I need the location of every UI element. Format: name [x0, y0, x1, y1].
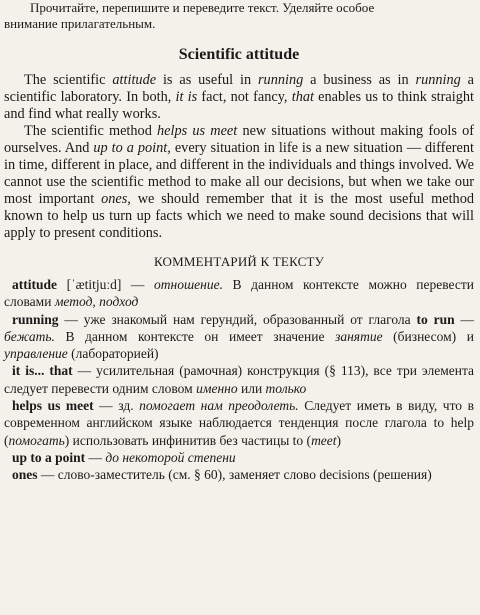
text-run: The scientific [24, 72, 113, 88]
italic-term: attitude [112, 72, 157, 88]
comment-running [4, 311, 474, 363]
italic-term: running [415, 72, 461, 88]
instruction-line-1: Прочитайте, перепишите и переведите текст. Уделяйте особое [30, 0, 375, 15]
italic-term: up to a point, [93, 140, 171, 156]
text-run: В данном контексте можно перевести словами [4, 277, 475, 310]
text-paragraph-2 [4, 123, 474, 242]
italic-term: управление [4, 346, 68, 362]
text-run: fact, not fancy, [197, 89, 292, 105]
text-run: Следует иметь в виду, что в современном английском языке наблюдается тенденция после глагола to help ( [4, 398, 474, 448]
italic-term: до некоторой степени [105, 449, 236, 465]
italic-term: помогать [8, 432, 65, 448]
bold-term: attitude [12, 277, 57, 292]
bold-term: up to a point [12, 449, 86, 465]
text-run: a business as in [303, 72, 416, 88]
text-run: a scientific laboratory. In both, [4, 72, 475, 105]
text-run: is as useful in [156, 72, 258, 88]
instruction [4, 0, 474, 32]
text-run: ) использовать инфинитив без частицы to ( [64, 432, 312, 448]
text-run: (бизнесом) и [382, 328, 474, 344]
italic-term: метод, подход [54, 294, 139, 310]
text-run: — усилительная (рамочная) конструкция (§ 113), все три элемента следует перевести одним словом [4, 363, 475, 396]
italic-term: занятие [335, 328, 383, 344]
text-run: В данном контексте он имеет значение [54, 328, 336, 344]
comment-up-to-a-point [4, 449, 474, 466]
text-run: enables us to think straight and find what really works. [4, 89, 474, 122]
text-run: [ˈætitjuːd] — [57, 277, 154, 292]
instruction-line-2: внимание прилагательным. [4, 16, 156, 31]
bold-term: helps us meet [12, 398, 94, 414]
text-run: или [237, 380, 266, 396]
comment-it-is-that [4, 362, 474, 397]
text-title: Scientific attitude [178, 46, 300, 63]
text-run: — уже знакомый нам герундий, образованный от глагола [58, 311, 417, 327]
italic-term: только [265, 380, 307, 396]
italic-term: отношение. [154, 277, 223, 292]
italic-term: бежать. [4, 328, 55, 344]
bold-term: running [12, 311, 59, 327]
italic-term: ones, [101, 191, 131, 207]
text-run: — [454, 311, 474, 327]
comment-attitude [4, 276, 474, 311]
text-run: (лабораторией) [67, 346, 159, 362]
italic-term: running [257, 72, 304, 88]
commentary-title: КОММЕНТАРИЙ К ТЕКСТУ [153, 254, 325, 269]
italic-term: meet [311, 432, 337, 448]
text-run: ) [336, 432, 342, 448]
italic-term: помогает нам преодолеть. [139, 398, 299, 414]
bold-term: it is... that [12, 363, 73, 379]
bold-term: ones [12, 467, 38, 483]
text-run: — [85, 449, 106, 465]
italic-term: it is [175, 89, 198, 105]
text-run: — слово-заместитель (см. § 60), заменяет слово decisions (решения) [37, 467, 432, 483]
comment-ones [4, 466, 474, 483]
italic-term: именно [196, 380, 238, 396]
text-run: every situation in life is a new situation — different in time, different in place, and different in the individuals and things involved. We cannot use the scientific method to make all our decisions, but when we take our most important [4, 140, 474, 207]
comment-helps-us-meet [4, 397, 474, 449]
text-paragraph-1 [4, 72, 474, 123]
bold-term: to run [416, 311, 455, 327]
text-run: new situations without making fools of ourselves. And [4, 123, 474, 156]
english-text [4, 72, 474, 242]
commentary [4, 276, 474, 484]
italic-term: helps us meet [157, 123, 238, 139]
italic-term: that [291, 89, 314, 105]
text-run: — зд. [93, 398, 140, 414]
text-run: we should remember that it is the most useful method known to help us turn up facts which we need to make sound decisions that will apply to present conditions. [4, 191, 474, 241]
text-run: The scientific method [24, 123, 158, 139]
